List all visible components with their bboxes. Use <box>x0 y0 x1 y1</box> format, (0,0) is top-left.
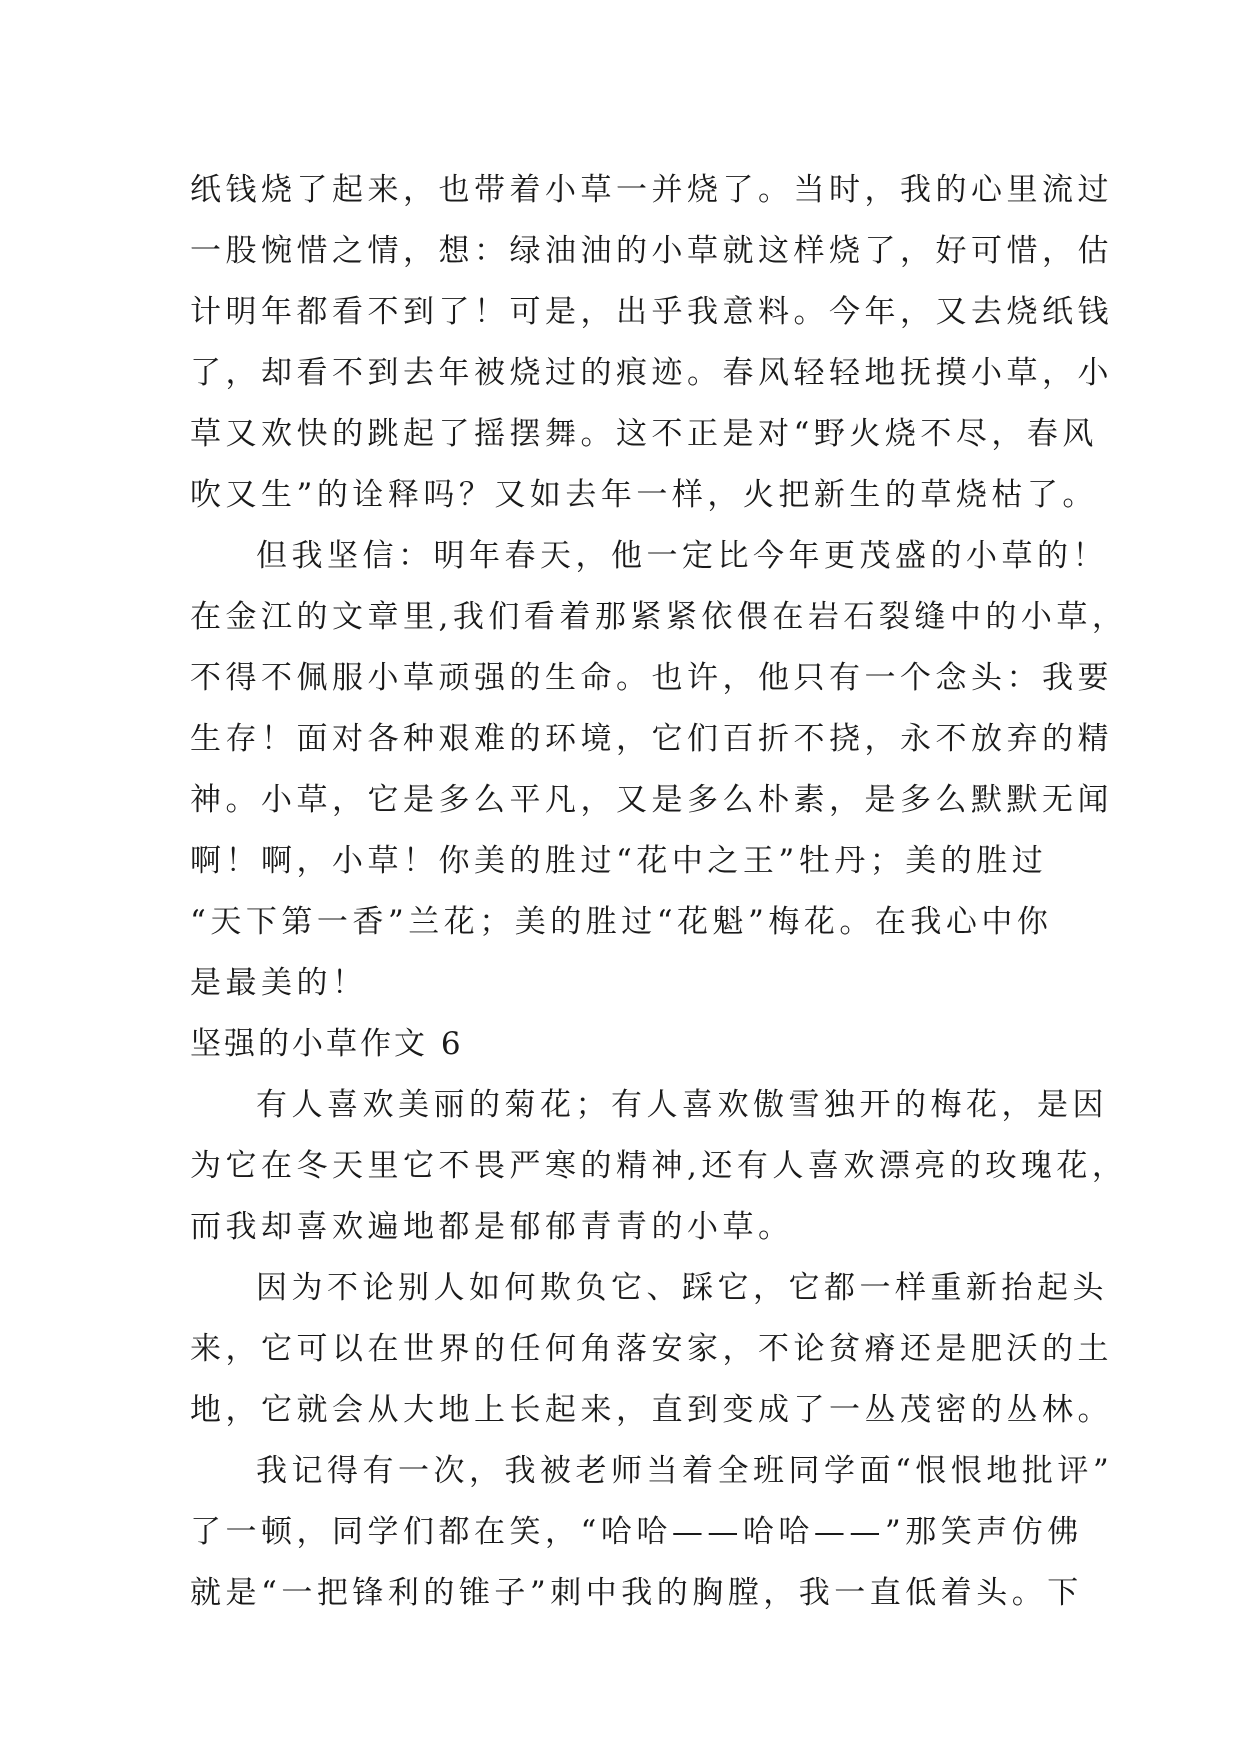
text-line: 吹又生”的诠释吗？又如去年一样，火把新生的草烧枯了。 <box>190 477 1098 513</box>
text-line: 草又欢快的跳起了摇摆舞。这不正是对“野火烧不尽，春风 <box>190 416 1098 452</box>
text-line: 生存！面对各种艰难的环境，它们百折不挠，永不放弃的精 <box>190 721 1113 757</box>
text-line: 啊！啊，小草！你美的胜过“花中之王”牡丹；美的胜过 <box>190 843 1048 879</box>
text-line: 在金江的文章里,我们看着那紧紧依偎在岩石裂缝中的小草， <box>190 599 1128 635</box>
text-line: 来，它可以在世界的任何角落安家，不论贫瘠还是肥沃的土 <box>190 1331 1113 1367</box>
paragraph-start-line: 有人喜欢美丽的菊花；有人喜欢傲雪独开的梅花，是因 <box>256 1087 1108 1123</box>
paragraph-start-line: 但我坚信：明年春天，他一定比今年更茂盛的小草的！ <box>256 538 1108 574</box>
text-line: 为它在冬天里它不畏严寒的精神,还有人喜欢漂亮的玫瑰花， <box>190 1148 1128 1184</box>
text-line: 纸钱烧了起来，也带着小草一并烧了。当时，我的心里流过 <box>190 172 1113 208</box>
text-line: 神。小草，它是多么平凡，又是多么朴素，是多么默默无闻 <box>190 782 1113 818</box>
text-line: 了一顿，同学们都在笑，“哈哈——哈哈——”那笑声仿佛 <box>190 1514 1083 1550</box>
text-line: 计明年都看不到了！可是，出乎我意料。今年，又去烧纸钱 <box>190 294 1113 330</box>
section-heading: 坚强的小草作文 6 <box>190 1026 464 1062</box>
text-line: 不得不佩服小草顽强的生命。也许，他只有一个念头：我要 <box>190 660 1113 696</box>
document-body <box>190 160 1128 1624</box>
text-line: 一股惋惜之情，想：绿油油的小草就这样烧了，好可惜，估 <box>190 233 1113 269</box>
text-line: 了，却看不到去年被烧过的痕迹。春风轻轻地抚摸小草，小 <box>190 355 1113 391</box>
text-line: 是最美的！ <box>190 965 368 1001</box>
text-line: 就是“一把锋利的锥子”刺中我的胸膛，我一直低着头。下 <box>190 1575 1083 1611</box>
paragraph-start-line: 我记得有一次，我被老师当着全班同学面“恨恨地批评” <box>256 1453 1114 1489</box>
text-line: “天下第一香”兰花；美的胜过“花魁”梅花。在我心中你 <box>190 904 1053 940</box>
paragraph-start-line: 因为不论别人如何欺负它、踩它，它都一样重新抬起头 <box>256 1270 1108 1306</box>
text-line: 而我却喜欢遍地都是郁郁青青的小草。 <box>190 1209 794 1245</box>
text-line: 地，它就会从大地上长起来，直到变成了一丛茂密的丛林。 <box>190 1392 1113 1428</box>
